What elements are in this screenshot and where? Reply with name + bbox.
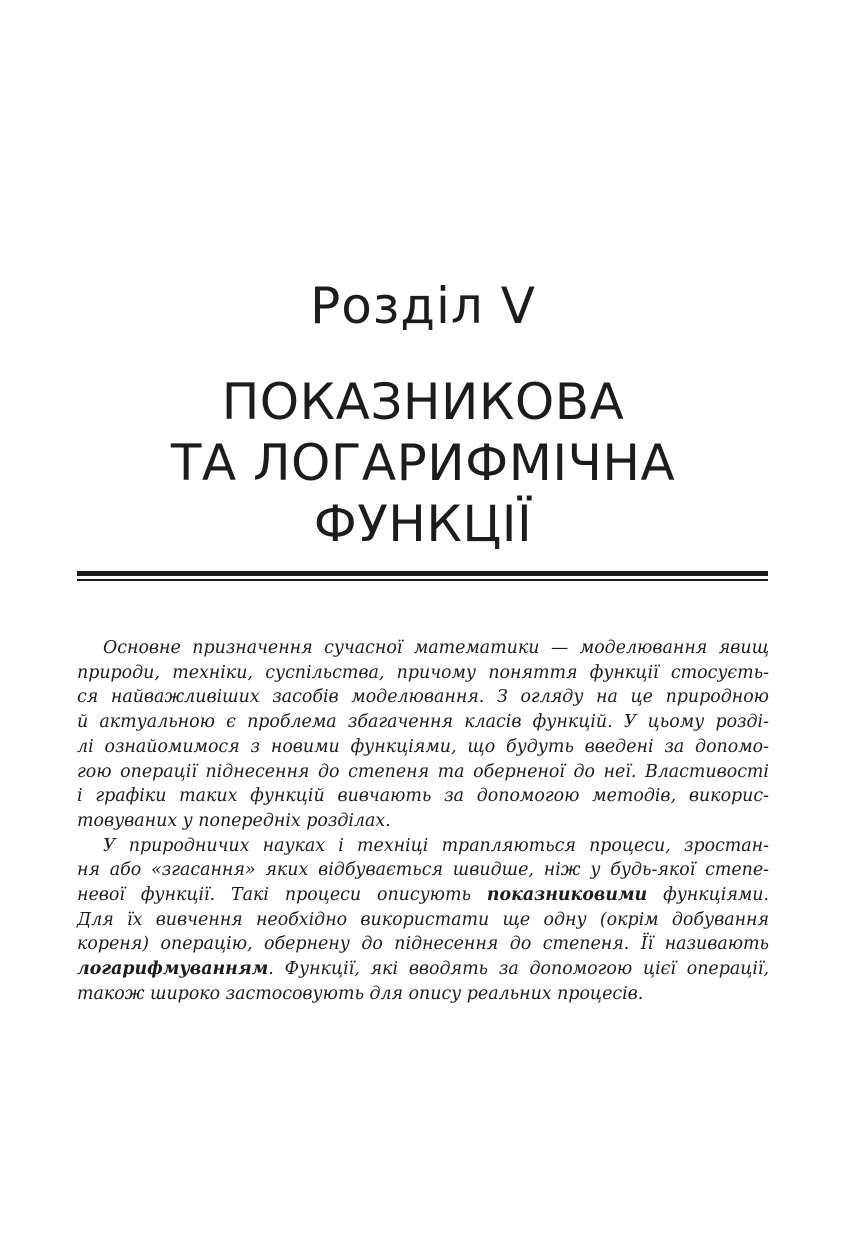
text-line: природи, техніки, суспільства, причому поняття функції стосуєть- <box>77 662 769 683</box>
text-line: Основне призначення сучасної математики — моделювання явищ <box>103 638 769 658</box>
text-line: кореня) операцію, обернену до піднесення до степеня. Її називають <box>77 934 769 955</box>
chapter-title-line: ТА ЛОГАРИФМІЧНА <box>170 434 676 492</box>
chapter-label: Розділ V <box>310 277 536 335</box>
text-line: лі ознайомимося з новими функціями, що будуть введені за допомо- <box>77 736 769 757</box>
text-line <box>77 957 769 982</box>
text-segment: функціями. <box>647 885 769 906</box>
chapter-title <box>0 372 846 555</box>
text-line: і графіки таких функцій вивчають за допомогою методів, викорис- <box>77 786 769 807</box>
text-line: ся найважливіших засобів моделювання. З огляду на це природною <box>77 687 769 708</box>
text-segment: . Функції, які вводять за допомогою цієї операції, <box>268 959 769 980</box>
text-line <box>77 883 769 908</box>
chapter-divider <box>77 571 768 581</box>
text-line: також широко застосовують для опису реальних процесів. <box>77 983 644 1004</box>
text-line: У природничих науках і техніці трапляються процеси, зростан- <box>103 835 769 856</box>
term-exponential: показниковими <box>486 885 648 906</box>
text-line: Для їх вивчення необхідно використати ще одну (окрім добування <box>77 909 769 930</box>
chapter-intro <box>77 636 769 1007</box>
divider-thin-line <box>77 579 768 581</box>
text-line: й актуальною є проблема збагачення класів функцій. У цьому розді- <box>77 712 769 733</box>
text-line: ня або «згасання» яких відбувається швидше, ніж у будь-якої степе- <box>77 860 769 881</box>
intro-paragraph-1 <box>77 636 769 834</box>
text-line: гою операції піднесення до степеня та оберненої до неї. Властивості <box>77 761 769 782</box>
chapter-title-line: ФУНКЦІЇ <box>313 495 533 553</box>
text-line: товуваних у попередніх розділах. <box>77 810 391 831</box>
text-segment: невої функції. Такі процеси описують <box>77 885 487 906</box>
term-logarithm: логарифмуванням <box>77 959 269 980</box>
chapter-title-line: ПОКАЗНИКОВА <box>221 373 625 431</box>
intro-paragraph-2 <box>77 834 769 1007</box>
